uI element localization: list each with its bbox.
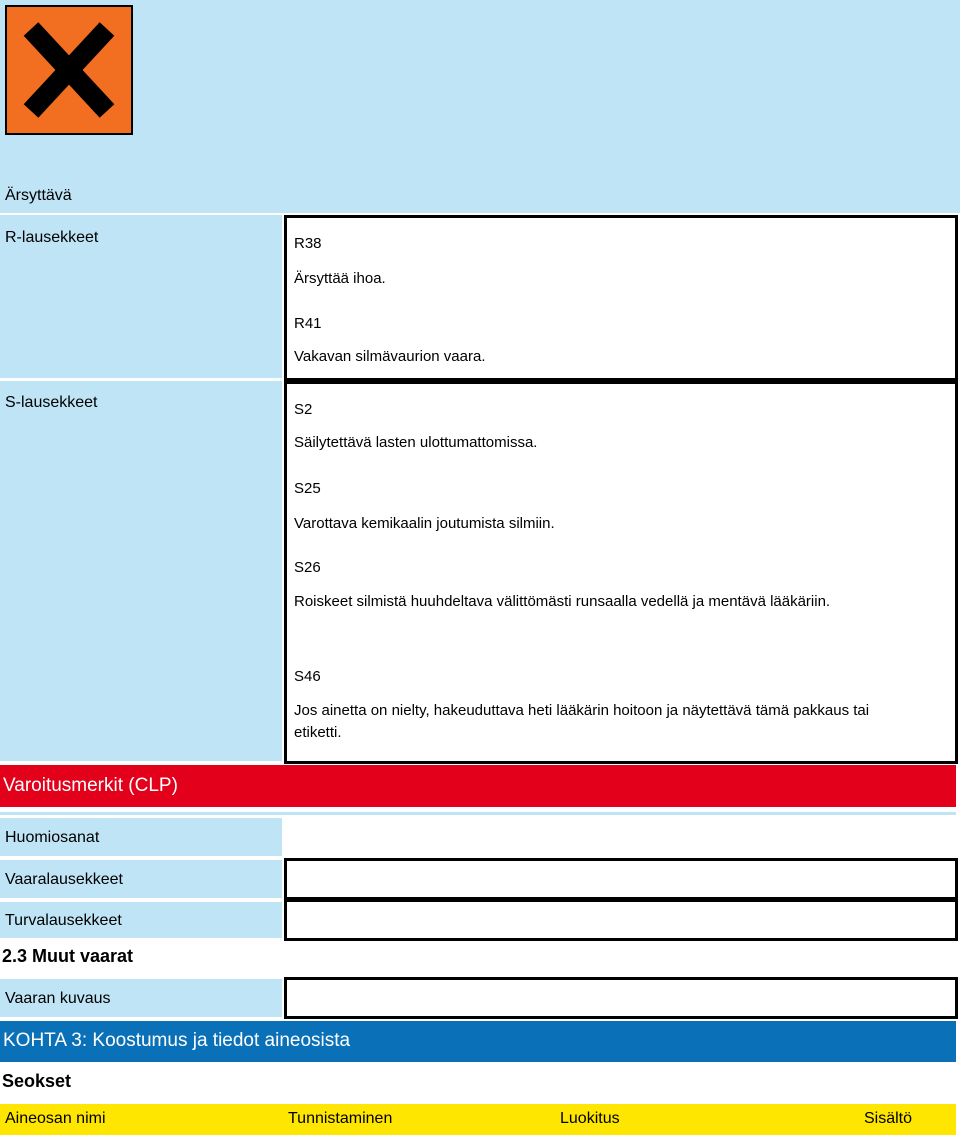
r-phrase-text: Vakavan silmävaurion vaara. bbox=[294, 348, 486, 365]
hazard-description-label: Vaaran kuvaus bbox=[5, 990, 111, 1007]
r-phrases-label: R-lausekkeet bbox=[5, 229, 99, 246]
other-hazards-title: 2.3 Muut vaarat bbox=[2, 946, 134, 966]
hazard-label: Ärsyttävä bbox=[5, 187, 72, 204]
precautionary-label: Turvalausekkeet bbox=[5, 912, 122, 929]
mixtures-label: Seokset bbox=[2, 1071, 72, 1091]
signal-words-label: Huomiosanat bbox=[5, 829, 100, 846]
precautionary-box bbox=[284, 899, 958, 941]
column-header: Aineosan nimi bbox=[5, 1110, 106, 1127]
r-phrase-code: R38 bbox=[294, 235, 322, 252]
column-header: Tunnistaminen bbox=[288, 1110, 393, 1127]
section3-header: KOHTA 3: Koostumus ja tiedot aineosista bbox=[3, 1030, 351, 1051]
hazard-statements-box bbox=[284, 858, 958, 900]
hazard-description-box bbox=[284, 977, 958, 1019]
r-phrase-text: Ärsyttää ihoa. bbox=[294, 270, 386, 287]
s-phrase-code: S2 bbox=[294, 401, 313, 418]
hazard-panel bbox=[0, 0, 960, 213]
s-phrase-code: S26 bbox=[294, 559, 321, 576]
r-phrases-box bbox=[284, 215, 958, 381]
r-phrase-code: R41 bbox=[294, 315, 322, 332]
divider bbox=[0, 812, 956, 815]
irritant-x-icon bbox=[5, 5, 133, 135]
s-phrase-text: Säilytettävä lasten ulottumattomissa. bbox=[294, 434, 538, 451]
column-header: Luokitus bbox=[560, 1110, 620, 1127]
s-phrases-label: S-lausekkeet bbox=[5, 394, 98, 411]
clp-header: Varoitusmerkit (CLP) bbox=[3, 775, 178, 796]
s-phrases-label-cell bbox=[0, 381, 282, 761]
s-phrase-code: S25 bbox=[294, 480, 321, 497]
s-phrase-code: S46 bbox=[294, 668, 321, 685]
s-phrase-text: Varottava kemikaalin joutumista silmiin. bbox=[294, 515, 555, 532]
hazard-statements-label: Vaaralausekkeet bbox=[5, 871, 123, 888]
s-phrase-text: Jos ainetta on nielty, hakeuduttava heti lääkärin hoitoon ja näytettävä tämä pakkaus tai etiketti. bbox=[294, 702, 870, 741]
table-header-bar bbox=[0, 1104, 956, 1135]
column-header: Sisältö bbox=[864, 1110, 913, 1127]
s-phrase-text: Roiskeet silmistä huuhdeltava välittömästi runsaalla vedellä ja mentävä lääkäriin. bbox=[294, 593, 831, 610]
s-phrases-box bbox=[284, 381, 958, 764]
